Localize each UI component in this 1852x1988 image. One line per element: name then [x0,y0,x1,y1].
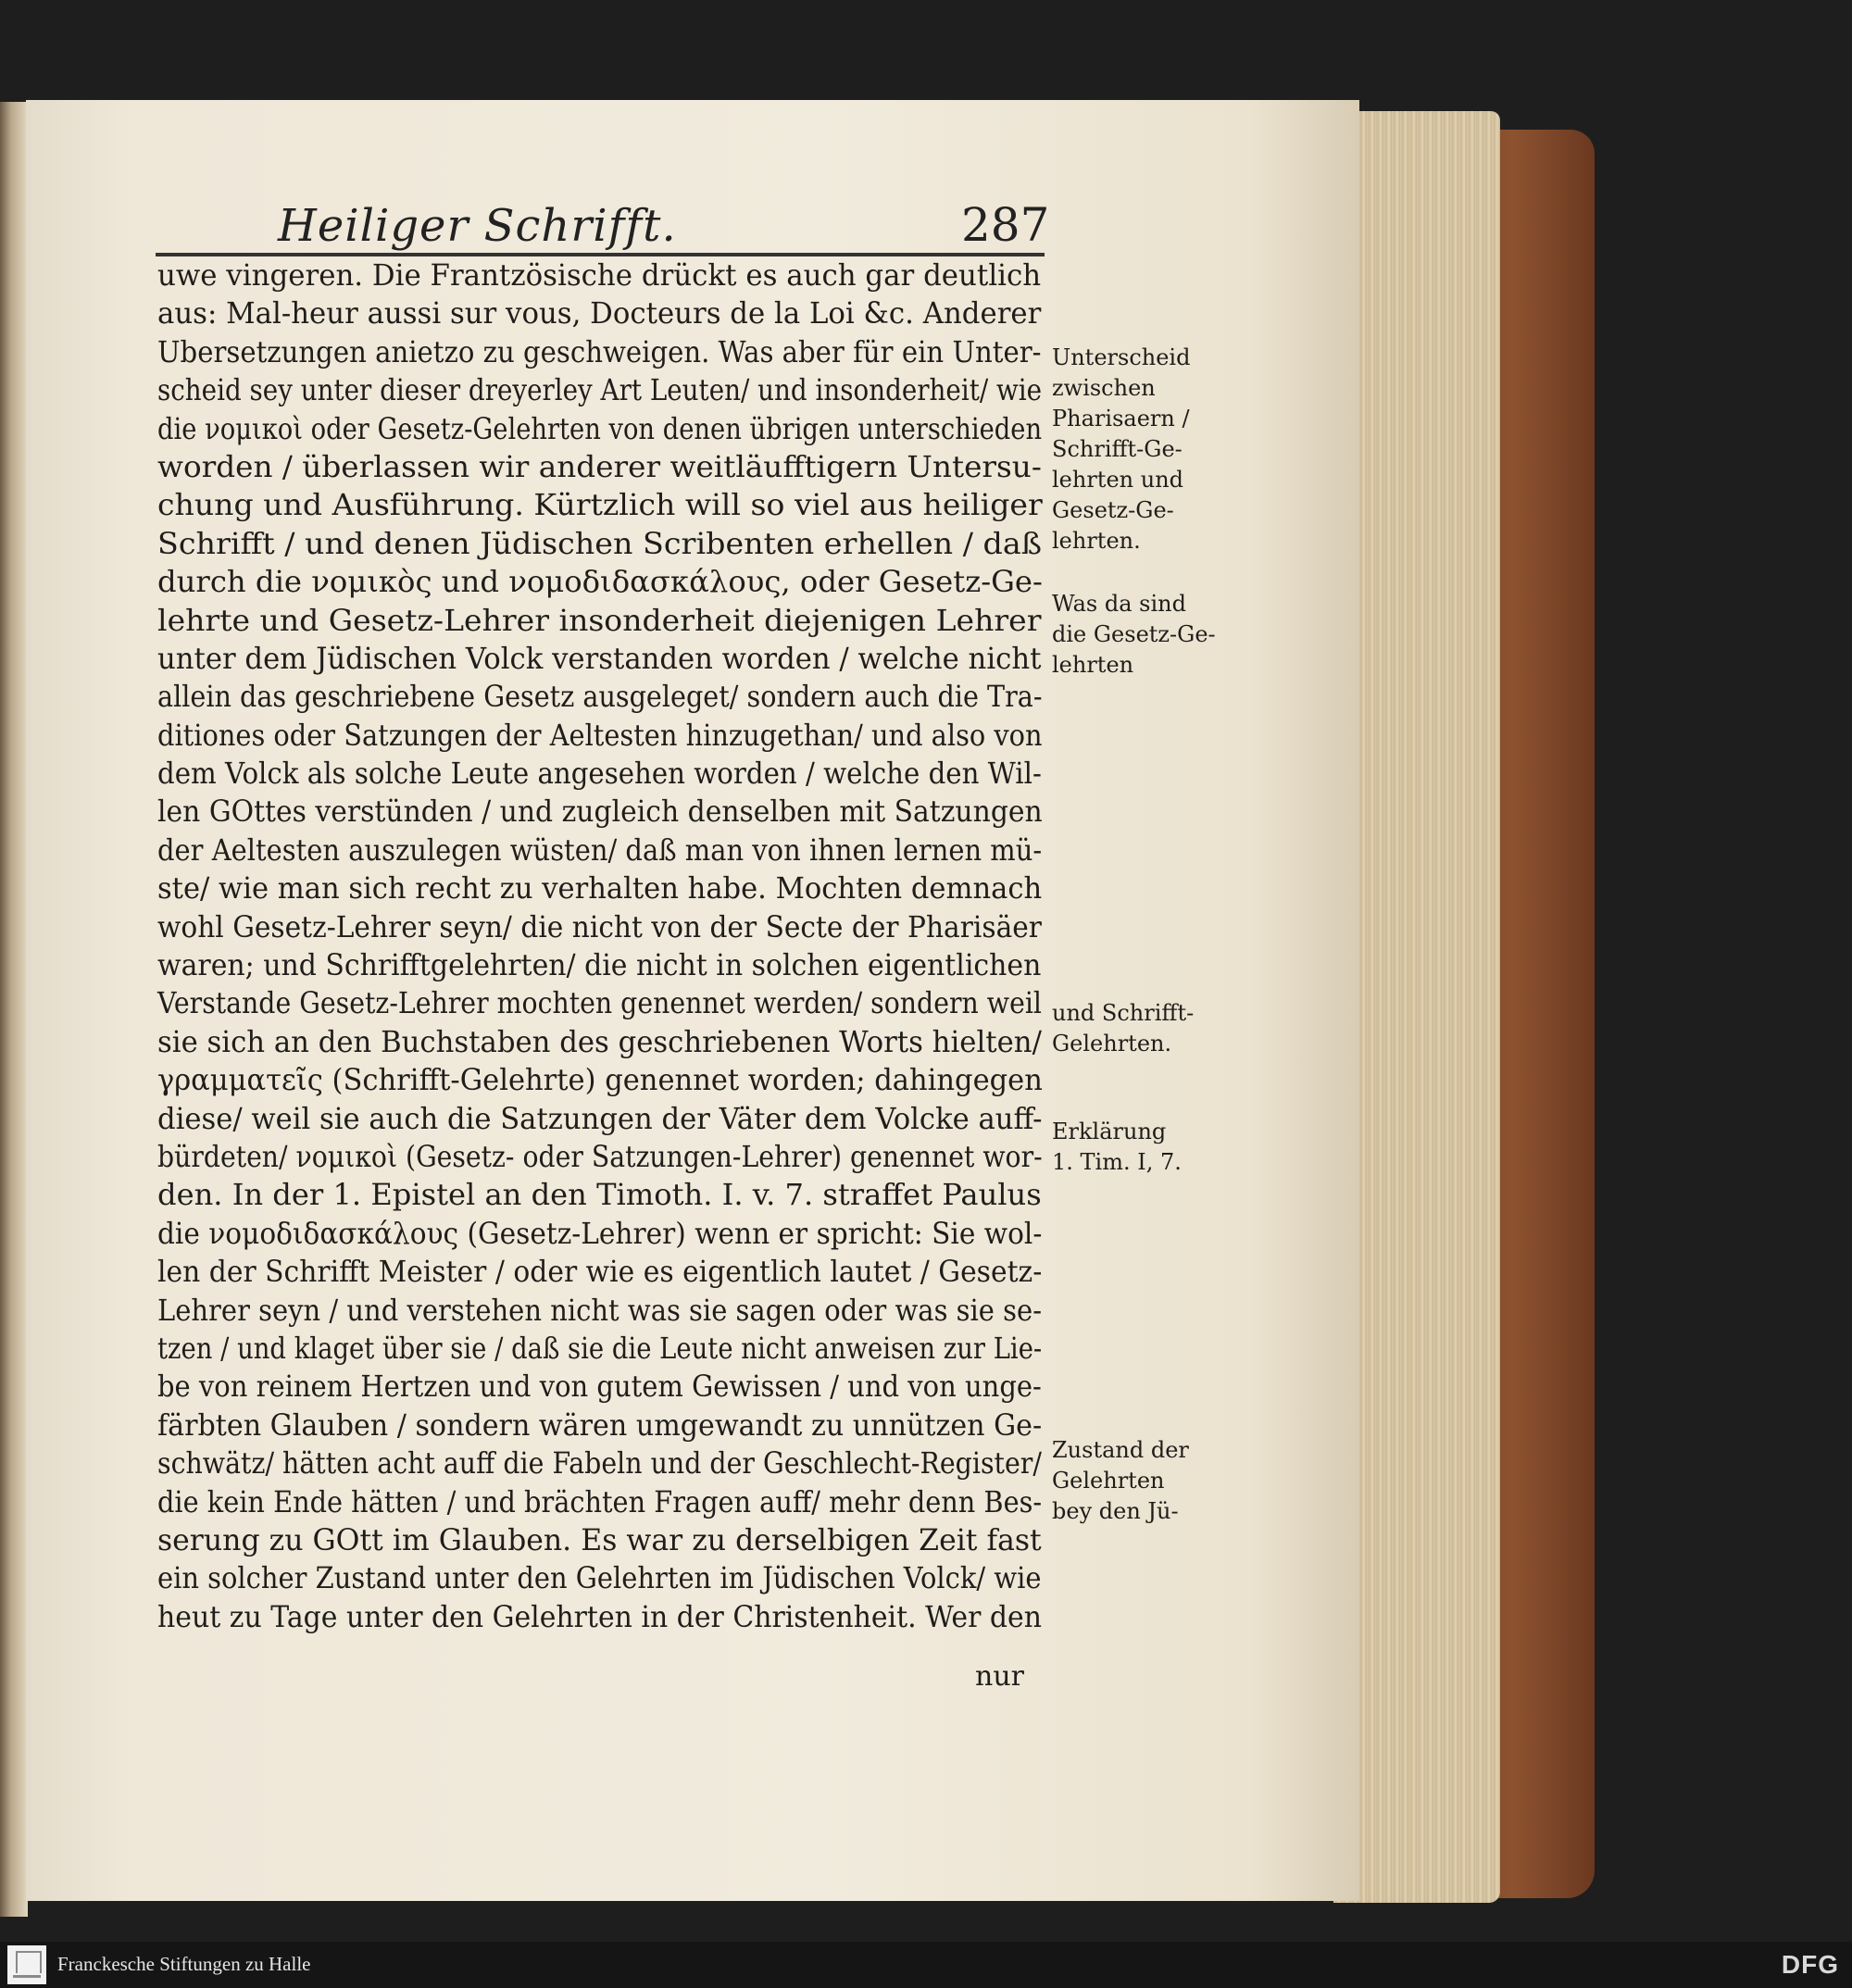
text-line: ein solcher Zustand unter den Gelehrten im Jüdischen Volck/ wie [157,1562,1042,1596]
text-line: die νομικοὶ oder Gesetz-Gelehrten von denen übrigen unterschieden [157,412,1043,446]
body-text [157,257,1046,1637]
text-line: den. In der 1. Epistel an den Timoth. I. v. 7. straffet Paulus [157,1179,1042,1213]
head-rule [156,253,1045,256]
text-line: tzen / und klaget über sie / daß sie die Leute nicht anweisen zur Lie- [157,1332,1043,1366]
text-line: len der Schrifft Meister / oder wie es eigentlich lautet / Gesetz- [157,1256,1043,1290]
text-line: dem Volck als solche Leute angesehen worden / welche den Wil- [157,757,1042,792]
text-line: ste/ wie man sich recht zu verhalten habe. Mochten demnach [157,872,1043,906]
text-line: be von reinem Hertzen und von gutem Gewissen / und von unge- [157,1370,1042,1405]
margin-note: Zustand der Gelehrten bey den Jü- [1052,1437,1189,1524]
text-line: uwe vingeren. Die Frantzösische drückt es auch gar deutlich [157,259,1042,293]
margin-note: und Schrifft- Gelehrten. [1052,1000,1195,1057]
catchword: nur [975,1660,1024,1693]
text-line: heut zu Tage unter den Gelehrten in der Christenheit. Wer den [157,1600,1042,1634]
text-line: bürdeten/ νομικοὶ (Gesetz- oder Satzungen-Lehrer) genennet wor- [157,1140,1043,1174]
text-line: wohl Gesetz-Lehrer seyn/ die nicht von der Secte der Pharisäer [157,910,1042,944]
viewer-footer [0,1942,1852,1988]
facing-page-edge [0,102,28,1917]
margin-note: Erklärung 1. Tim. I, 7. [1052,1119,1182,1175]
text-line: aus: Mal-heur aussi sur vous, Docteurs de la Loi &c. Anderer [157,297,1042,331]
text-line: der Aeltesten auszulegen wüsten/ daß man von ihnen lernen mü- [157,833,1043,868]
text-line: Ubersetzungen anietzo zu geschweigen. Was aber für ein Unter- [157,335,1042,369]
institution-label[interactable]: Franckesche Stiftungen zu Halle [57,1953,311,1975]
text-line: allein das geschriebene Gesetz ausgeleget/ sondern auch die Tra- [157,681,1043,715]
book-page [26,100,1359,1901]
text-line: len GOttes verstünden / und zugleich denselben mit Satzungen [157,795,1043,830]
page-number: 287 [961,198,1050,252]
text-line: Schrifft / und denen Jüdischen Scribenten erhellen / daß [157,527,1043,561]
text-line: serung zu GOtt im Glauben. Es war zu derselbigen Zeit fast [157,1523,1042,1557]
text-line: durch die νομικὸς und νομοδιδασκάλους, oder Gesetz-Ge- [157,566,1043,600]
text-line: ditiones oder Satzungen der Aeltesten hinzugethan/ und also von [157,719,1043,753]
margin-note: Unterscheid zwischen Pharisaern / Schrifft-Ge- lehrten und Gesetz-Ge- lehrten. [1052,344,1191,554]
text-line: chung und Ausführung. Kürtzlich will so viel aus heiliger [157,489,1043,523]
text-line: Lehrer seyn / und verstehen nicht was sie sagen oder was sie se- [157,1294,1042,1328]
text-line: worden / überlassen wir anderer weitläufftigern Untersu- [157,450,1042,484]
text-line: schwätz/ hätten acht auff die Fabeln und der Geschlecht-Register/ [157,1447,1042,1482]
text-line: die kein Ende hätten / und brächten Fragen auff/ mehr denn Bes- [157,1485,1043,1519]
text-line: färbten Glauben / sondern wären umgewandt zu unnützen Ge- [157,1408,1043,1443]
text-line: sie sich an den Buchstaben des geschriebenen Worts hielten/ [157,1025,1042,1059]
margin-note: Was da sind die Gesetz-Ge- lehrten [1052,591,1216,678]
running-head: Heiliger Schrifft. [278,200,677,252]
text-line: lehrte und Gesetz-Lehrer insonderheit diejenigen Lehrer [157,604,1042,638]
text-line: diese/ weil sie auch die Satzungen der Väter dem Volcke auff- [157,1102,1043,1136]
text-line: unter dem Jüdischen Volck verstanden worden / welche nicht [157,642,1042,676]
text-line: waren; und Schrifftgelehrten/ die nicht in solchen eigentlichen [157,949,1042,983]
dfg-logo[interactable]: DFG [1781,1950,1839,1979]
text-line: Verstande Gesetz-Lehrer mochten genennet werden/ sondern weil [157,987,1042,1021]
text-line: die νομοδιδασκάλους (Gesetz-Lehrer) wenn er spricht: Sie wol- [157,1217,1043,1251]
institution-logo-icon[interactable] [7,1945,46,1984]
text-line: scheid sey unter dieser dreyerley Art Leuten/ und insonderheit/ wie [157,374,1043,408]
text-line: γραμματεῖς (Schrifft-Gelehrte) genennet worden; dahingegen [157,1064,1043,1098]
